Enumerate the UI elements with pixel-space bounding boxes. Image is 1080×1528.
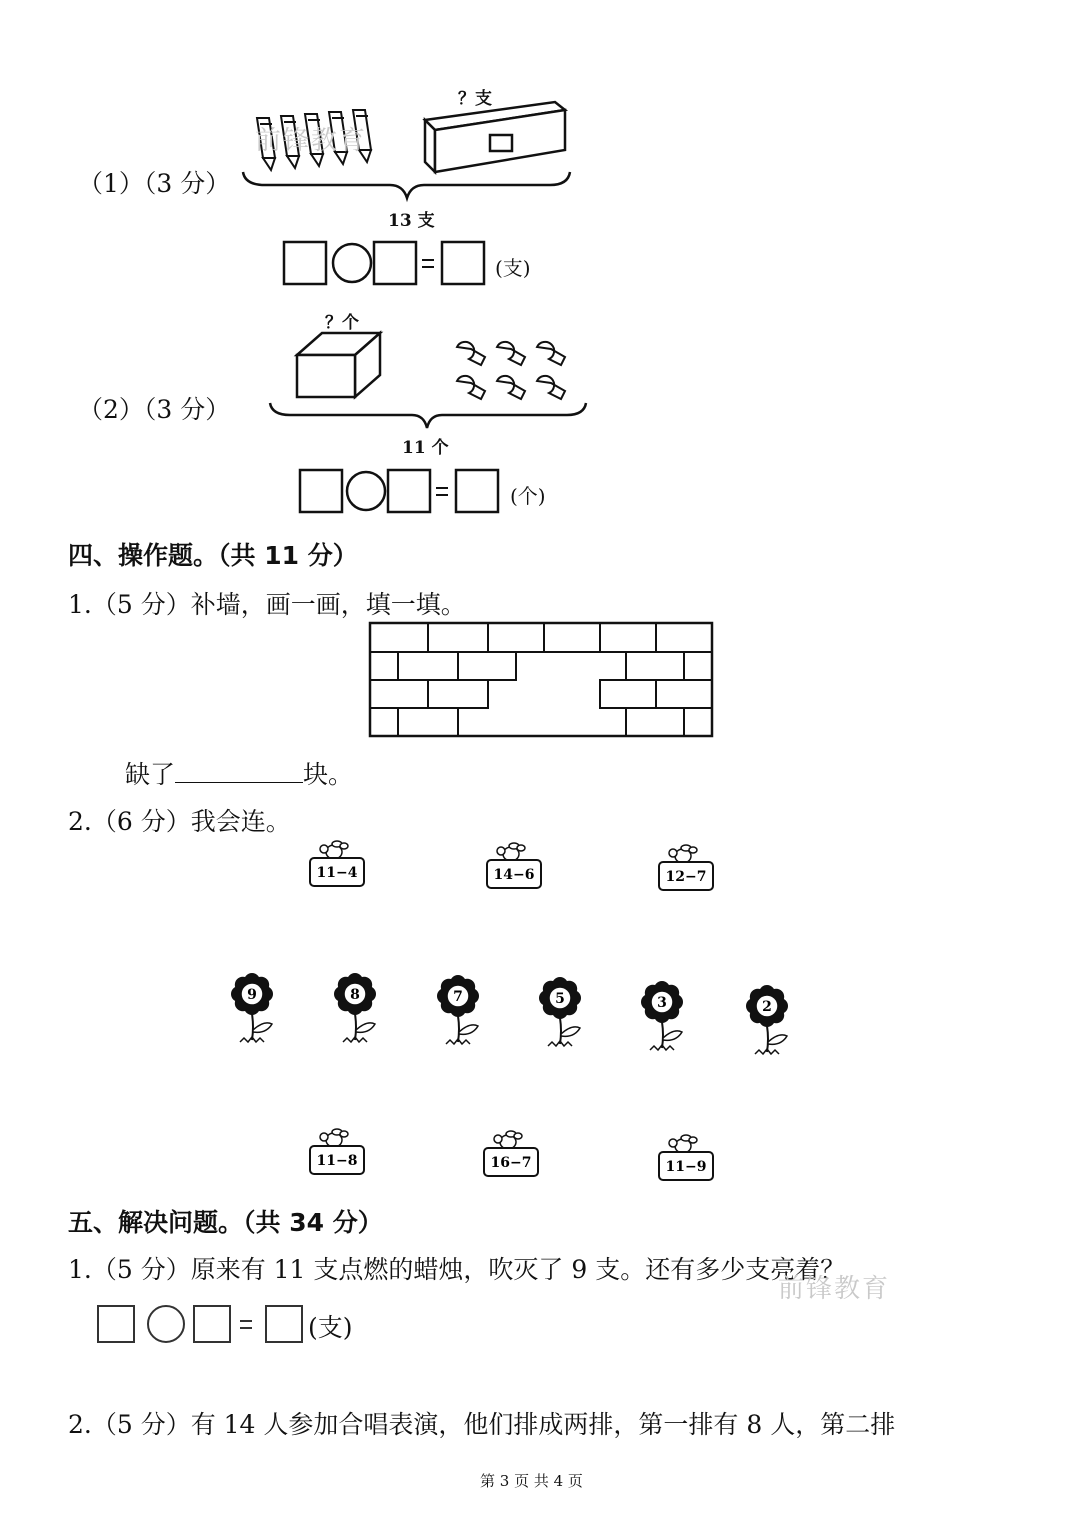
expression-card[interactable] [480, 1128, 542, 1184]
q1-total: 13 支 [388, 211, 435, 231]
q1-unit: (支) [495, 256, 531, 280]
q2-equation [298, 466, 508, 518]
operator-circle[interactable] [148, 1306, 184, 1342]
flower-number: 5 [555, 991, 565, 1007]
number-flower[interactable] [640, 980, 692, 1056]
answer-box[interactable] [374, 242, 416, 284]
bee-icon [320, 1129, 348, 1147]
expression-text: 16−7 [490, 1155, 532, 1171]
section4-item1: 1.（5 分）补墙，画一画，填一填。 [68, 590, 466, 619]
missing-bricks-line [125, 755, 353, 791]
answer-box[interactable] [442, 242, 484, 284]
q2-total: 11 个 [402, 438, 449, 458]
section5-equation [96, 1303, 308, 1347]
whistle-icon [497, 376, 525, 399]
missing-count-blank[interactable] [175, 760, 303, 783]
number-flower[interactable] [230, 972, 282, 1048]
whistle-icon [497, 342, 525, 365]
page-footer: 第 3 页 共 4 页 [480, 1472, 583, 1490]
watermark: 前锋教育 [778, 1274, 891, 1304]
answer-box[interactable] [284, 242, 326, 284]
bee-icon [320, 841, 348, 859]
section5-item1-unit: (支) [308, 1313, 353, 1342]
q2-label: （2）（3 分） [78, 395, 231, 424]
expression-card[interactable] [306, 1126, 368, 1182]
section4-title: 四、操作题。（共 11 分） [68, 541, 358, 570]
bee-icon [669, 845, 697, 863]
bee-icon [494, 1131, 522, 1149]
expression-card[interactable] [306, 838, 368, 894]
answer-box[interactable] [388, 470, 430, 512]
q2-unit: (个) [510, 484, 546, 508]
answer-box[interactable] [194, 1306, 230, 1342]
missing-suffix: 块。 [303, 760, 354, 789]
expression-text: 14−6 [493, 867, 535, 883]
whistle-icon [457, 342, 485, 365]
number-flower[interactable] [745, 984, 797, 1060]
whistle-icon [537, 342, 565, 365]
section4-item2: 2.（6 分）我会连。 [68, 807, 291, 836]
bee-icon [669, 1135, 697, 1153]
expression-text: 11−4 [316, 865, 358, 881]
whistle-icon [457, 376, 485, 399]
brace [243, 172, 570, 198]
answer-box[interactable] [98, 1306, 134, 1342]
watermark: 前锋教育 [255, 126, 368, 156]
expression-card[interactable] [655, 842, 717, 898]
section5-title: 五、解决问题。（共 34 分） [68, 1208, 383, 1237]
expression-card[interactable] [483, 840, 545, 896]
q1-label: （1）（3 分） [78, 169, 231, 198]
number-flower[interactable] [436, 974, 488, 1050]
number-flower[interactable] [333, 972, 385, 1048]
expression-text: 12−7 [665, 869, 707, 885]
expression-text: 11−9 [665, 1159, 707, 1175]
missing-prefix: 缺了 [125, 760, 176, 789]
bee-icon [497, 843, 525, 861]
q1-equation [282, 238, 492, 290]
expression-text: 11−8 [316, 1153, 358, 1169]
flower-number: 7 [453, 989, 463, 1005]
answer-box[interactable] [300, 470, 342, 512]
section5-item2: 2.（5 分）有 14 人参加合唱表演，他们排成两排，第一排有 8 人，第二排 [68, 1410, 896, 1439]
q2-question-mark: ？个 [325, 313, 359, 333]
section5-item1: 1.（5 分）原来有 11 支点燃的蜡烛，吹灭了 9 支。还有多少支亮着？ [68, 1255, 846, 1284]
q1-question-mark: ？支 [458, 89, 492, 109]
pencil-case-icon [425, 102, 565, 172]
whistle-icon [537, 376, 565, 399]
operator-circle[interactable] [347, 472, 385, 510]
answer-box[interactable] [266, 1306, 302, 1342]
flower-number: 3 [657, 995, 667, 1011]
box-icon [297, 333, 380, 397]
expression-card[interactable] [655, 1132, 717, 1188]
box-and-whistles-illustration [262, 325, 592, 440]
brace [270, 403, 586, 428]
flower-number: 2 [762, 999, 772, 1015]
flower-number: 9 [247, 987, 257, 1003]
answer-box[interactable] [456, 470, 498, 512]
number-flower[interactable] [538, 976, 590, 1052]
operator-circle[interactable] [333, 244, 371, 282]
brick-wall[interactable] [368, 621, 714, 739]
flower-number: 8 [350, 987, 360, 1003]
